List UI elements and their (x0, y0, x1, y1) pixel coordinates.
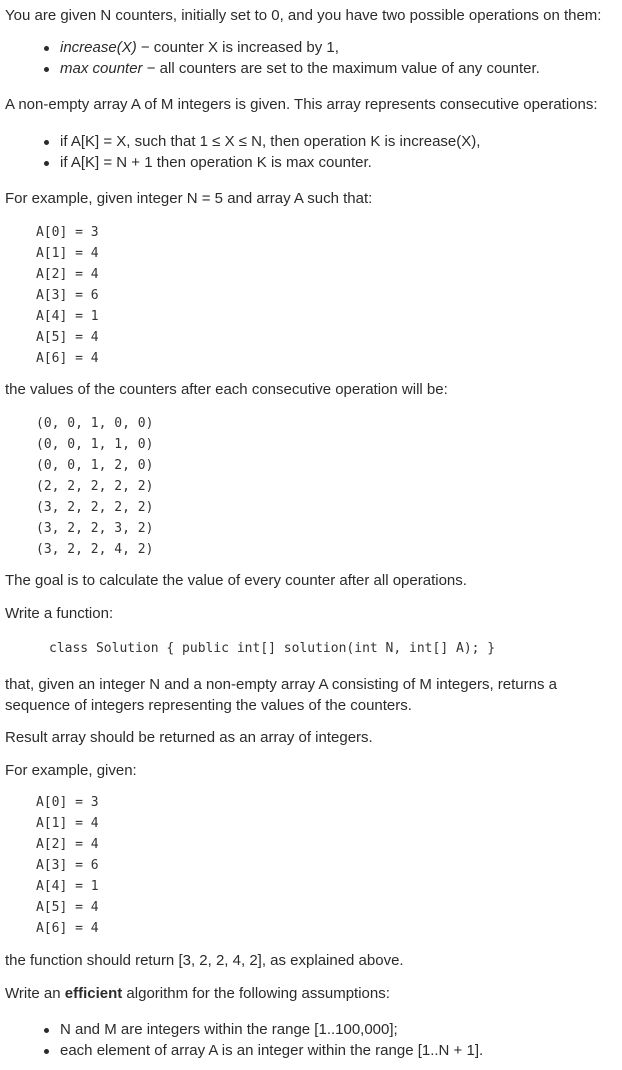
efficient-prefix: Write an (5, 985, 65, 1002)
example-array-line: A[6] = 4 (36, 351, 99, 366)
bullet-icon (44, 161, 49, 166)
example-array-line: A[5] = 4 (36, 330, 99, 345)
operation-name: max counter (60, 60, 143, 77)
operation-item (60, 59, 540, 79)
counter-state-line: (0, 0, 1, 0, 0) (36, 416, 154, 431)
returns-text-line2: sequence of integers representing the values of the counters. (5, 697, 412, 714)
bullet-icon (44, 140, 49, 145)
array-intro-text: A non-empty array A of M integers is given. This array represents consecutive operations: (5, 96, 598, 113)
example-array-line: A[3] = 6 (36, 288, 99, 303)
efficient-suffix: algorithm for the following assumptions: (122, 985, 390, 1002)
assumption-item: each element of array A is an integer within the range [1..N + 1]. (60, 1042, 484, 1059)
should-return-text: the function should return [3, 2, 2, 4, 2], as explained above. (5, 952, 404, 969)
example2-array-line: A[5] = 4 (36, 900, 99, 915)
example-array-line: A[1] = 4 (36, 246, 99, 261)
operation-name: increase(X) (60, 39, 137, 56)
operation-item (60, 38, 339, 58)
example2-intro-text: For example, given: (5, 762, 137, 779)
rule-item: if A[K] = N + 1 then operation K is max counter. (60, 154, 372, 171)
goal-text: The goal is to calculate the value of every counter after all operations. (5, 572, 467, 589)
efficient-word: efficient (64, 985, 123, 1002)
bullet-icon (44, 67, 49, 72)
operation-desc: − counter X is increased by 1, (136, 39, 339, 56)
example2-array-line: A[3] = 6 (36, 858, 99, 873)
function-signature: class Solution { public int[] solution(int N, int[] A); } (49, 641, 496, 656)
bullet-icon (44, 46, 49, 51)
example2-array-line: A[1] = 4 (36, 816, 99, 831)
counter-state-line: (0, 0, 1, 2, 0) (36, 458, 154, 473)
rule-item: if A[K] = X, such that 1 ≤ X ≤ N, then operation K is increase(X), (60, 133, 481, 150)
operation-desc: − all counters are set to the maximum value of any counter. (142, 60, 540, 77)
example-array-line: A[2] = 4 (36, 267, 99, 282)
example2-array-line: A[4] = 1 (36, 879, 99, 894)
values-intro-text: the values of the counters after each consecutive operation will be: (5, 381, 448, 398)
counter-state-line: (3, 2, 2, 3, 2) (36, 521, 154, 536)
bullet-icon (44, 1028, 49, 1033)
returns-text-line1: that, given an integer N and a non-empty array A consisting of M integers, returns a (5, 676, 557, 693)
counter-state-line: (3, 2, 2, 4, 2) (36, 542, 154, 557)
example2-array-line: A[2] = 4 (36, 837, 99, 852)
example-array-line: A[0] = 3 (36, 225, 99, 240)
intro-text: You are given N counters, initially set to 0, and you have two possible operations on them: (5, 7, 602, 24)
example2-array-line: A[0] = 3 (36, 795, 99, 810)
example-intro-text: For example, given integer N = 5 and array A such that: (5, 190, 373, 207)
counter-state-line: (3, 2, 2, 2, 2) (36, 500, 154, 515)
write-function-text: Write a function: (5, 605, 114, 622)
counter-state-line: (2, 2, 2, 2, 2) (36, 479, 154, 494)
efficient-text (5, 984, 390, 1004)
bullet-icon (44, 1049, 49, 1054)
example-array-line: A[4] = 1 (36, 309, 99, 324)
result-note-text: Result array should be returned as an array of integers. (5, 729, 373, 746)
counter-state-line: (0, 0, 1, 1, 0) (36, 437, 154, 452)
assumption-item: N and M are integers within the range [1..100,000]; (60, 1021, 398, 1038)
example2-array-line: A[6] = 4 (36, 921, 99, 936)
